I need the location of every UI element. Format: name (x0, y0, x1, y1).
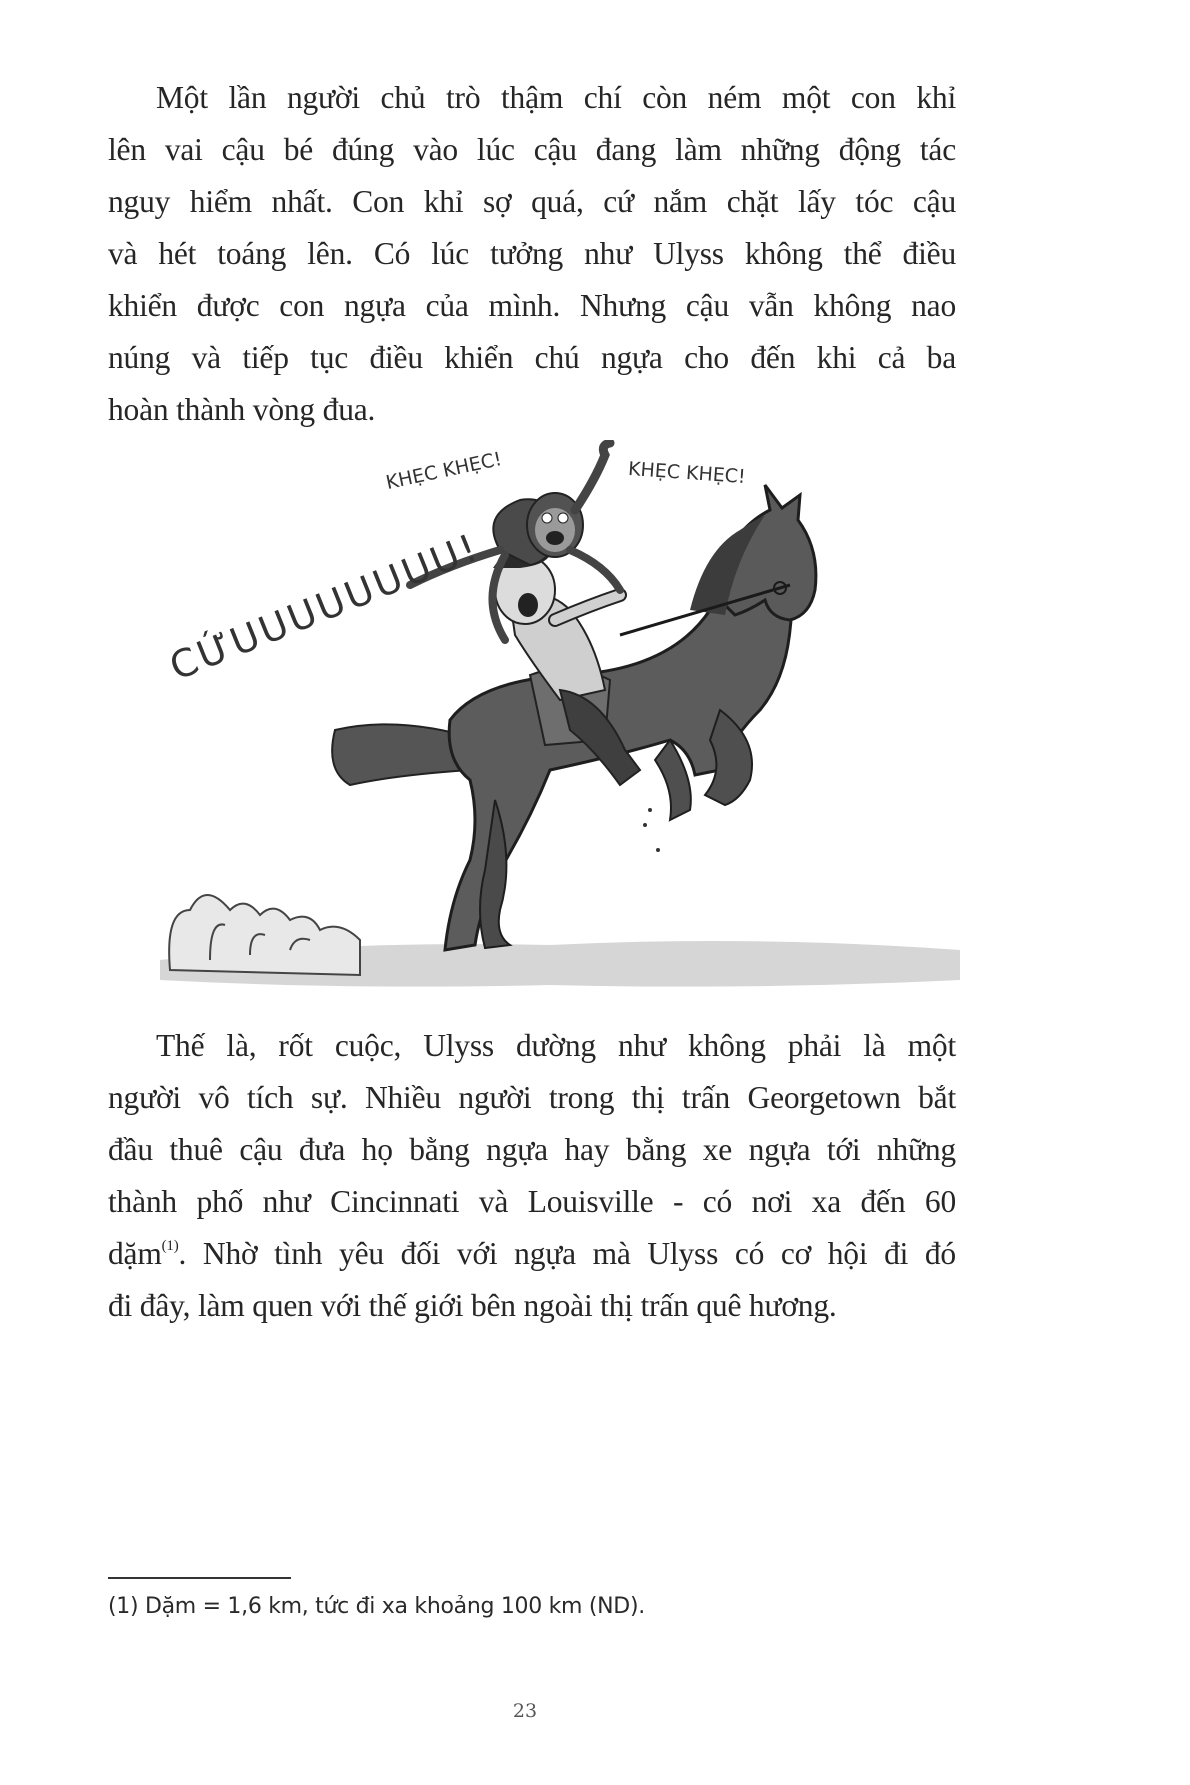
paragraph-2 (108, 1020, 956, 1332)
text-fragment: dặm (108, 1236, 162, 1271)
text-line: hoàn thành vòng đua. (108, 392, 376, 427)
text-line: đi đây, làm quen với thế giới bên ngoài thị trấn quê hương. (108, 1288, 837, 1323)
text-line: thành phố như Cincinnati và Louisville - có nơi xa đến 60 (108, 1184, 956, 1219)
text-line: nguy hiểm nhất. Con khỉ sợ quá, cứ nắm chặt lấy tóc cậu (108, 184, 956, 219)
text-line: người vô tích sự. Nhiều người trong thị trấn Georgetown bắt (108, 1080, 956, 1115)
page-number: 23 (512, 1700, 538, 1722)
sound-effect-monkey-left: KHẸC KHẸC! (383, 448, 504, 494)
text-line: Một lần người chủ trò thậm chí còn ném một con khỉ (156, 80, 956, 115)
text-line: đầu thuê cậu đưa họ bằng ngựa hay bằng xe ngựa tới những (108, 1132, 956, 1167)
sound-effect-boy-shout: CỨUUUUUUUU! (163, 524, 486, 689)
text-line: núng và tiếp tục điều khiển chú ngựa cho đến khi cả ba (108, 340, 956, 375)
footnote-divider (108, 1577, 291, 1579)
footnote-text: (1) Dặm = 1,6 km, tức đi xa khoảng 100 km (ND). (108, 1594, 645, 1619)
sound-effect-monkey-right: KHẸC KHẸC! (627, 457, 747, 489)
text-line: lên vai cậu bé đúng vào lúc cậu đang làm những động tác (108, 132, 956, 167)
text-line: và hét toáng lên. Có lúc tưởng như Ulyss không thể điều (108, 236, 956, 271)
illustration-drawing (150, 440, 970, 1010)
text-fragment: . Nhờ tình yêu đối với ngựa mà Ulyss có cơ hội đi đó (178, 1236, 956, 1271)
text-line-with-footnote (108, 1228, 956, 1280)
paragraph-1 (108, 72, 956, 436)
text-line: Thế là, rốt cuộc, Ulyss dường như không phải là một (156, 1028, 956, 1063)
footnote-reference[interactable]: (1) (161, 1238, 179, 1254)
horse-rider-illustration (150, 440, 970, 1010)
text-line: khiển được con ngựa của mình. Nhưng cậu vẫn không nao (108, 288, 956, 323)
